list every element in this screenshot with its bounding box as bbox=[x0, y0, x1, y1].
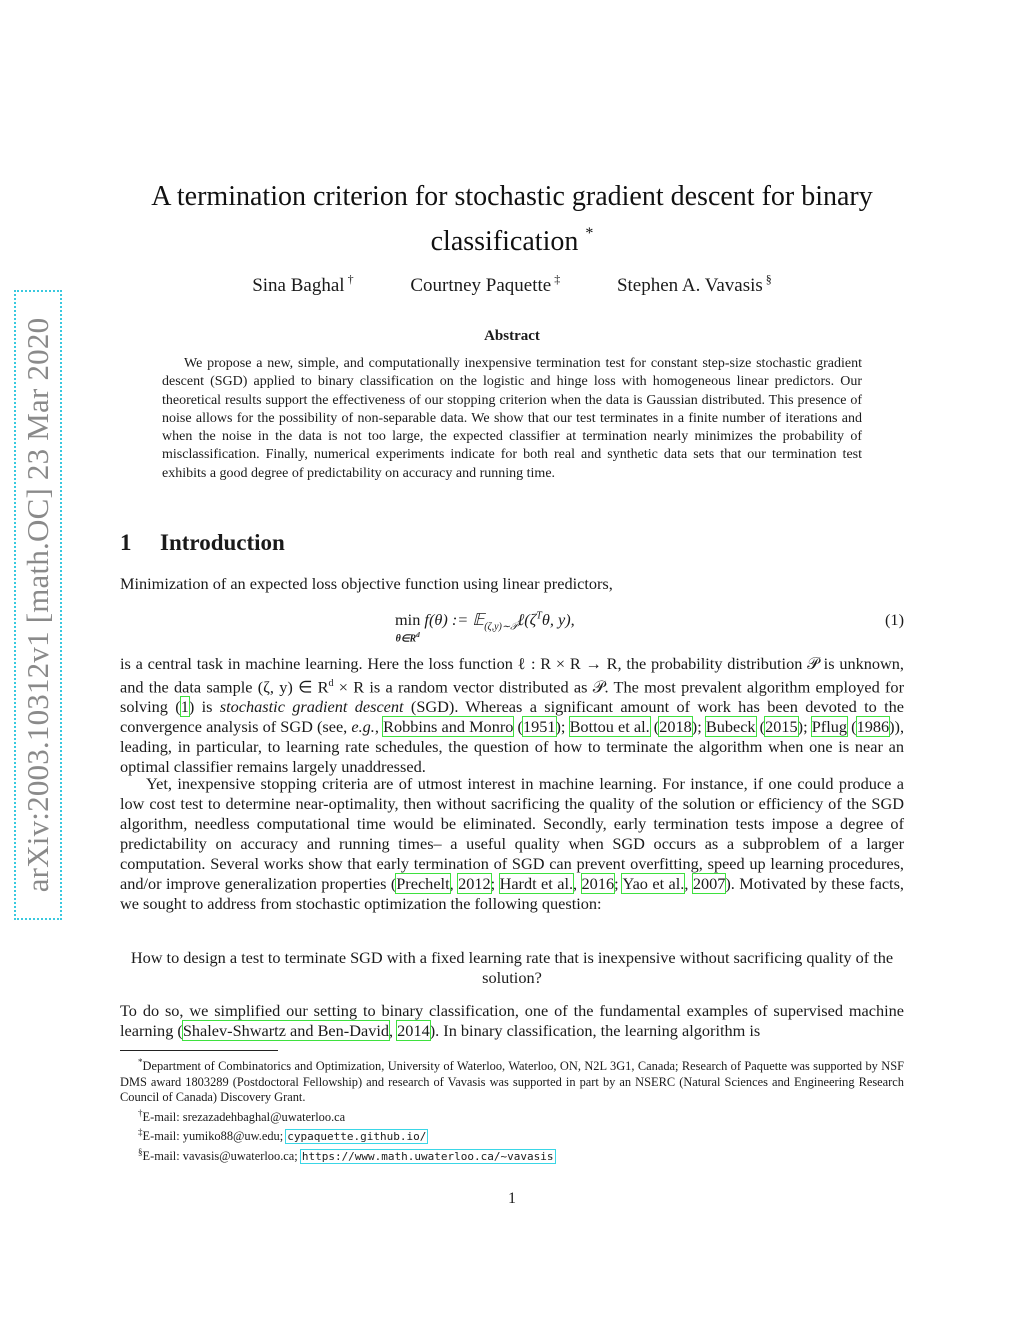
citation-year-link[interactable]: 2012 bbox=[458, 874, 491, 893]
author-2-mark[interactable]: ‡ bbox=[554, 272, 561, 286]
arxiv-id: arXiv:2003.10312v1 [math.OC] 23 Mar 2020 bbox=[20, 317, 55, 893]
author-1-mark[interactable]: † bbox=[347, 272, 354, 286]
footnote-affiliation: *Department of Combinatorics and Optimization, University of Waterloo, Waterloo, ON, N2L 3G1, Canada; Research of Paquette was supported by NSF DMS award 1803289 (Postdoctoral Fellowship) and research of Vavasis was supported in part by an NSERC (Natural Sciences and Engineering Research Council of Canada) Discovery Grant. bbox=[120, 1057, 904, 1105]
citation-year-link[interactable]: 2018 bbox=[659, 717, 692, 737]
equation-body: min $\theta\in R^d$ f(θ) := $𝔼_{(\zeta,y)\sim 𝒫}\ell(\zeta^T\theta$, y), bbox=[395, 610, 575, 645]
equation-number: (1) bbox=[885, 610, 904, 629]
citation-year-link[interactable]: 2016 bbox=[581, 874, 615, 893]
section-heading bbox=[120, 530, 285, 556]
citation-link[interactable]: Robbins and Monro bbox=[383, 717, 514, 737]
citation-link[interactable]: Prechelt bbox=[396, 874, 450, 893]
citation-year-link[interactable]: 1986 bbox=[856, 717, 890, 737]
title-line-2: classification bbox=[430, 226, 579, 257]
citation-link[interactable]: Shalev-Shwartz and Ben-David bbox=[182, 1021, 390, 1040]
author-3-mark[interactable]: § bbox=[765, 272, 772, 286]
citation-year-link[interactable]: 2014 bbox=[397, 1021, 430, 1040]
citation-link[interactable]: Yao et al. bbox=[622, 874, 685, 893]
footnote-email-3: §E-mail: vavasis@uwaterloo.ca; https://www.math.uwaterloo.ca/~vavasis bbox=[138, 1146, 554, 1163]
citation-year-link[interactable]: 1951 bbox=[522, 717, 556, 737]
paragraph-1: Minimization of an expected loss objective function using linear predictors, bbox=[120, 574, 613, 593]
equation-ref-link[interactable]: 1 bbox=[180, 697, 189, 717]
paragraph-3: Yet, inexpensive stopping criteria are of utmost interest in machine learning. For instance, if one could produce a low cost test to determine near-optimality, then without sacrificing the quality of the solution or efficiency of the SGD algorithm, needless computational time would be eliminated. Secondly, early termination tests impose a degree of predictability on accuracy and running times– a useful quality when SGD occurs as a subproblem of a larger computation. Several works show that early termination of SGD can prevent overfitting, speed up learning procedures, and/or improve generalization properties (Prechelt, 2012; Hardt et al., 2016; Yao et al., 2007). Motivated by these facts, we sought to address from stochastic optimization the following question: bbox=[120, 774, 904, 913]
citation-link[interactable]: Hardt et al. bbox=[499, 874, 574, 893]
paragraph-2: is a central task in machine learning. Here the loss function ℓ : R × R → R, the probability distribution 𝒫 is unknown, and the data sample (ζ, y) ∈ $R^d \times R$ is a random vector distributed as 𝒫. The most prevalent algorithm employed for solving (1) is stochastic gradient descent (SGD). Whereas a significant amount of work has been devoted to the convergence analysis of SGD (see, e.g., Robbins and Monro (1951); Bottou et al. (2018); Bubeck (2015); Pflug (1986)), leading, in particular, to learning rate schedules, the question of how to terminate the algorithm when one is near an optimal classifier remains largely unaddressed. bbox=[120, 654, 905, 777]
citation-year-link[interactable]: 2007 bbox=[692, 874, 726, 893]
page-number: 1 bbox=[508, 1190, 516, 1207]
abstract-text: We propose a new, simple, and computationally inexpensive termination test for constant step-size stochastic gradient descent (SGD) applied to binary classification on the logistic and hinge loss with homogeneous linear predictors. Our theoretical results support the effectiveness of our stopping criterion when the data is Gaussian distributed. This presence of noise allows for the possibility of non-separable data. We show that our test terminates in a finite number of iterations and when the noise in the data is not too large, the expected classifier at termination nearly minimizes the probability of misclassification. Finally, numerical experiments indicate for both real and synthetic data sets that our termination test exhibits a good degree of predictability on accuracy and running time. bbox=[162, 356, 862, 481]
research-question: How to design a test to terminate SGD with a fixed learning rate that is inexpensive without sacrificing quality of the solution? bbox=[130, 948, 894, 987]
abstract-heading: Abstract bbox=[484, 328, 540, 344]
paper-title bbox=[110, 178, 914, 260]
citation-link[interactable]: Pflug bbox=[811, 717, 848, 737]
footnote-rule bbox=[120, 1050, 278, 1051]
arxiv-stamp[interactable] bbox=[14, 290, 62, 920]
footnotes bbox=[120, 1055, 904, 1165]
equation-1 bbox=[120, 607, 904, 643]
section-title: Introduction bbox=[160, 530, 285, 555]
citation-link[interactable]: Bottou et al. bbox=[569, 717, 650, 737]
title-footnote-mark[interactable]: * bbox=[585, 225, 594, 242]
author-3: Stephen A. Vavasis § bbox=[616, 272, 772, 296]
title-line-1: A termination criterion for stochastic gradient descent for binary bbox=[151, 181, 873, 212]
paragraph-4: To do so, we simplified our setting to binary classification, one of the fundamental examples of supervised machine learning (Shalev-Shwartz and Ben-David, 2014). In binary classification, the learning algorithm is bbox=[120, 1001, 904, 1040]
author-1: Sina Baghal † bbox=[252, 272, 354, 296]
author-2: Courtney Paquette ‡ bbox=[410, 272, 561, 296]
citation-year-link[interactable]: 2015 bbox=[765, 717, 798, 737]
footnote-email-1: †E-mail: srezazadehbaghal@uwaterloo.ca bbox=[138, 1107, 346, 1124]
footnote-email-2: ‡E-mail: yumiko88@uw.edu; cypaquette.github.io/ bbox=[138, 1127, 427, 1144]
section-number: 1 bbox=[120, 530, 132, 555]
homepage-link[interactable]: https://www.math.uwaterloo.ca/~vavasis bbox=[301, 1149, 554, 1163]
author-list bbox=[110, 272, 914, 297]
homepage-link[interactable]: cypaquette.github.io/ bbox=[287, 1130, 427, 1144]
citation-link[interactable]: Bubeck bbox=[705, 717, 756, 737]
